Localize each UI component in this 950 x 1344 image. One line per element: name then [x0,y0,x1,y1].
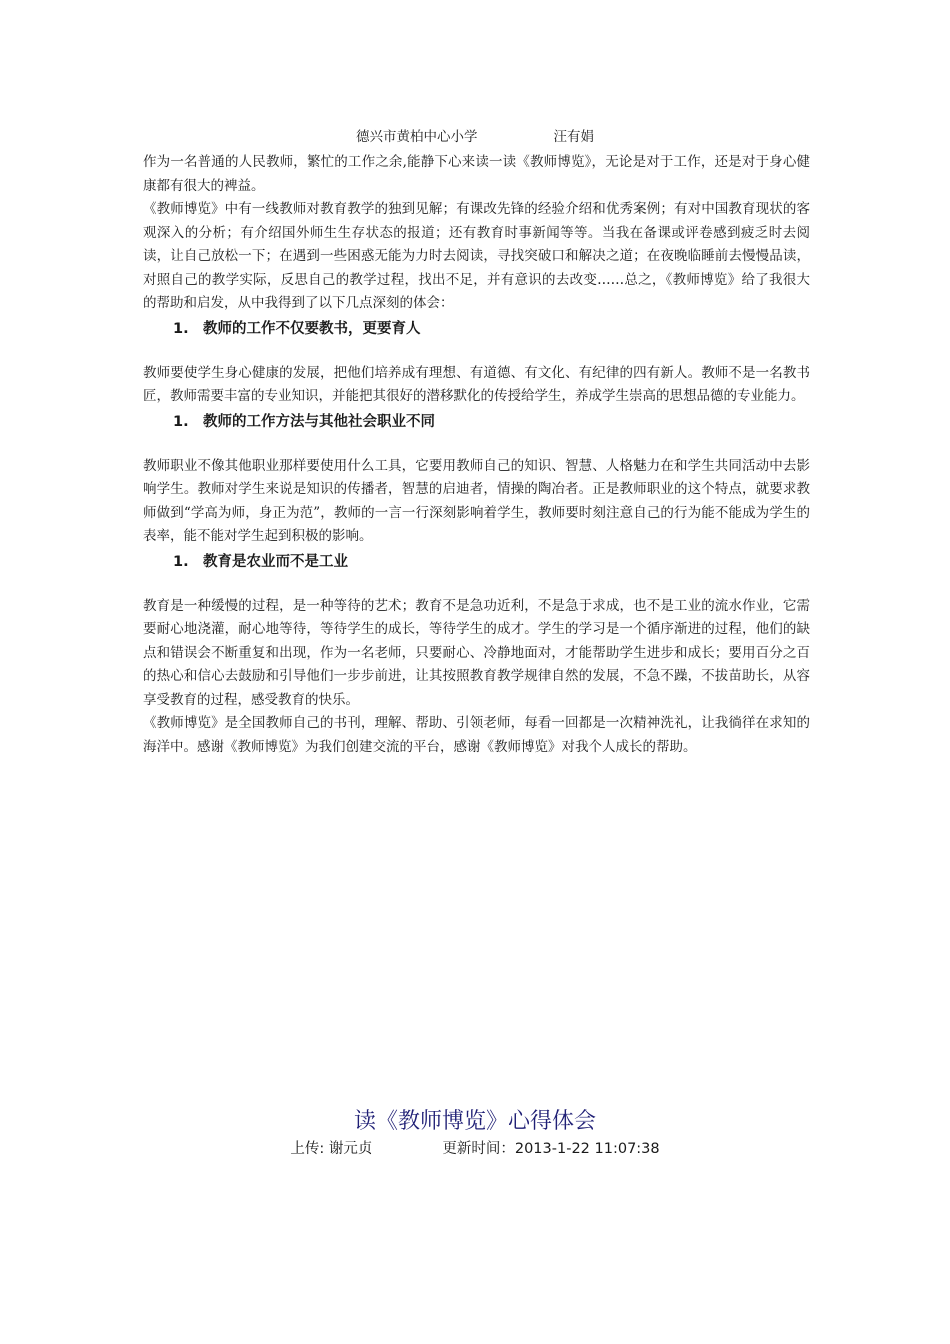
section-paragraph-3: 教育是一种缓慢的过程，是一种等待的艺术；教育不是急功近利，不是急于求成，也不是工业的流水作业，它需要耐心地浇灌，耐心地等待，等待学生的成长，等待学生的成才。学生的学习是一个循序渐进的过程，他们的缺点和错误会不断重复和出现，作为一名老师，只要耐心、冷静地面对，才能帮助学生进步和成长；要用百分之百的热心和信心去鼓励和引导他们一步步前进，让其按照教育教学规律自然的发展，不急不躁，不拔苗助长，从容享受教育的过程，感受教育的快乐。 [143,597,810,708]
section-number: 1. [173,553,189,570]
article-body [143,151,810,759]
section-heading-text: 教育是农业而不是工业 [203,553,348,570]
section-paragraph-2: 教师职业不像其他职业那样要使用什么工具，它要用教师自己的知识、智慧、人格魅力在和学生共同活动中去影响学生。教师对学生来说是知识的传播者，智慧的启迪者，情操的陶冶者。正是教师职业的这个特点，就要求教师做到“学高为师，身正为范”，教师的一言一行深刻影响着学生，教师要时刻注意自己的行为能不能成为学生的表率，能不能对学生起到积极的影响。 [143,457,810,544]
section-heading-3 [143,549,810,575]
section-heading-2 [143,409,810,435]
closing-paragraph: 《教师博览》是全国教师自己的书刊，理解、帮助、引领老师，每看一回都是一次精神洗礼，让我徜徉在求知的海洋中。感谢《教师博览》为我们创建交流的平台，感谢《教师博览》对我个人成长的帮助。 [143,715,810,755]
section-number: 1. [173,320,189,337]
intro-paragraph-2: 《教师博览》中有一线教师对教育教学的独到见解；有课改先锋的经验介绍和优秀案例；有对中国教育现状的客观深入的分析；有介绍国外师生生存状态的报道；还有教育时事新闻等等。当我在备课或评卷感到疲乏时去阅读，让自己放松一下；在遇到一些困惑无能为力时去阅读，寻找突破口和解决之道；在夜晚临睡前去慢慢品读，对照自己的教学实际，反思自己的教学过程，找出不足，并有意识的去改变……总之，《教师博览》给了我很大的帮助和启发，从中我得到了以下几点深刻的体会： [143,201,810,311]
section-number: 1. [173,413,189,430]
author-name: 汪有娟 [553,129,594,145]
footer-meta [0,1139,950,1159]
section-paragraph-1: 教师要使学生身心健康的发展，把他们培养成有理想、有道德、有文化、有纪律的四有新人。教师不是一名教书匠，教师需要丰富的专业知识，并能把其很好的潜移默化的传授给学生，养成学生崇高的思想品德的专业能力。 [143,364,810,404]
section-heading-text: 教师的工作不仅要教书，更要育人 [203,320,421,337]
school-name: 德兴市黄柏中心小学 [356,129,478,145]
byline [0,127,950,147]
footer-title: 读《教师博览》心得体会 [353,1109,596,1134]
uploader-label: 上传: 谢元贞 [290,1141,373,1157]
intro-paragraph-1: 作为一名普通的人民教师，繁忙的工作之余,能静下心来读一读《教师博览》，无论是对于工作，还是对于身心健康都有很大的裨益。 [143,154,810,194]
update-time: 更新时间：2013-1-22 11:07:38 [442,1141,660,1157]
section-heading-1 [143,316,810,342]
section-heading-text: 教师的工作方法与其他社会职业不同 [203,413,435,430]
